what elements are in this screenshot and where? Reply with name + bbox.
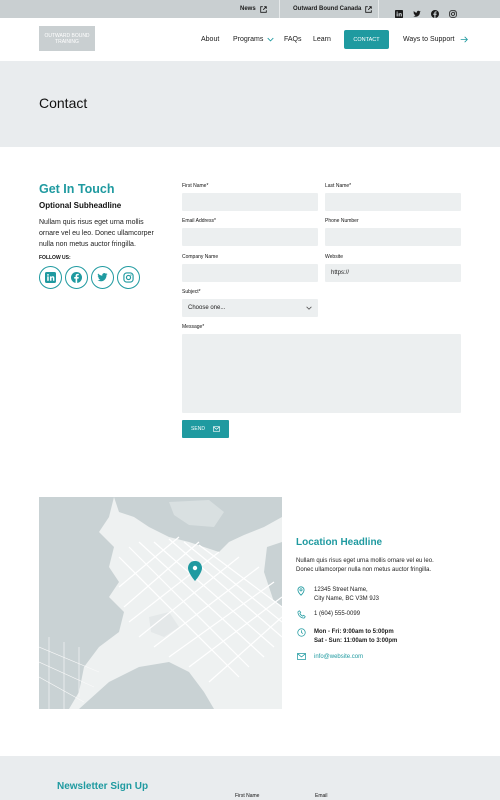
instagram-icon[interactable] xyxy=(117,266,140,289)
nav-ways-to-support[interactable] xyxy=(403,18,468,61)
nav-learn[interactable]: Learn xyxy=(313,36,331,43)
message-label: Message* xyxy=(182,324,205,330)
get-in-touch-heading: Get In Touch xyxy=(39,182,115,196)
send-label: SEND xyxy=(191,426,205,432)
obc-label: Outward Bound Canada xyxy=(293,6,362,12)
twitter-icon[interactable] xyxy=(413,5,421,13)
phone-label: Phone Number xyxy=(325,218,359,224)
nav-about[interactable]: About xyxy=(201,36,220,43)
nav-ways-label: Ways to Support xyxy=(403,36,455,43)
topbar-social-links xyxy=(395,0,457,18)
site-logo[interactable] xyxy=(39,26,95,51)
logo-text: OUTWARD BOUND TRAINING xyxy=(44,32,90,45)
email-row[interactable] xyxy=(296,653,363,662)
website-field-value: https:// xyxy=(331,270,350,276)
page-hero xyxy=(0,61,500,147)
newsletter-section xyxy=(0,756,500,800)
send-button[interactable] xyxy=(182,420,229,438)
newsletter-email-label: Email xyxy=(315,793,328,799)
website-field[interactable] xyxy=(325,264,461,282)
utility-bar xyxy=(0,0,500,18)
location-map[interactable] xyxy=(39,497,282,709)
external-link-icon xyxy=(260,6,267,13)
divider xyxy=(378,0,379,18)
facebook-icon[interactable] xyxy=(431,5,439,13)
address-row xyxy=(296,586,379,604)
hours-line2: Sat - Sun: 11:00am to 3:00pm xyxy=(314,638,398,644)
social-links xyxy=(39,266,140,289)
newsletter-first-name-label: First Name xyxy=(235,793,260,799)
linkedin-icon[interactable] xyxy=(395,5,403,13)
location-body: Nullam quis risus eget urna mollis ornare vel eu leo. Donec ullamcorper nulla non metus auctor fringilla. xyxy=(296,558,434,573)
contact-button[interactable]: CONTACT xyxy=(344,30,389,49)
nav-programs-label: Programs xyxy=(233,36,264,43)
hours-line1: Mon - Fri: 9:00am to 5:00pm xyxy=(314,629,394,635)
news-label: News xyxy=(240,6,256,12)
map-pin-icon xyxy=(297,586,305,596)
email-link: info@website.com xyxy=(314,654,364,660)
map-graphic xyxy=(39,497,282,709)
location-heading: Location Headline xyxy=(296,537,383,548)
phone-number: 1 (604) 555-0099 xyxy=(314,611,361,617)
phone-field[interactable] xyxy=(325,228,461,246)
get-in-touch-subheadline: Optional Subheadline xyxy=(39,201,122,210)
address-line1: 12345 Street Name, xyxy=(314,587,368,593)
divider xyxy=(279,0,280,18)
nav-faqs[interactable]: FAQs xyxy=(284,36,302,43)
chevron-down-icon xyxy=(267,37,274,42)
message-textarea[interactable] xyxy=(182,334,461,413)
last-name-label: Last Name* xyxy=(325,183,352,189)
instagram-icon[interactable] xyxy=(449,5,457,13)
first-name-field[interactable] xyxy=(182,193,318,211)
facebook-icon[interactable] xyxy=(65,266,88,289)
mail-icon xyxy=(297,653,306,660)
subject-select-value: Choose one... xyxy=(188,305,226,311)
arrow-right-icon xyxy=(460,36,468,43)
company-field[interactable] xyxy=(182,264,318,282)
linkedin-icon[interactable] xyxy=(39,266,62,289)
subject-select[interactable] xyxy=(182,299,318,317)
outward-bound-canada-link[interactable] xyxy=(293,0,372,18)
address-line2: City Name, BC V3M 9J3 xyxy=(314,596,380,602)
clock-icon xyxy=(297,628,306,637)
main-navigation xyxy=(0,18,500,61)
newsletter-heading: Newsletter Sign Up xyxy=(57,781,149,792)
hours-row xyxy=(296,628,397,646)
first-name-label: First Name* xyxy=(182,183,209,189)
email-field[interactable] xyxy=(182,228,318,246)
twitter-icon[interactable] xyxy=(91,266,114,289)
mail-icon xyxy=(213,426,220,432)
external-link-icon xyxy=(365,6,372,13)
subject-label: Subject* xyxy=(182,289,201,295)
follow-us-label: FOLLOW US: xyxy=(39,255,71,261)
email-label: Email Address* xyxy=(182,218,216,224)
phone-icon xyxy=(297,610,306,619)
nav-programs[interactable] xyxy=(233,18,274,61)
last-name-field[interactable] xyxy=(325,193,461,211)
website-label: Website xyxy=(325,254,343,260)
get-in-touch-body: Nullam quis risus eget urna mollis ornare vel eu leo. Donec ullamcorper nulla non metus auctor fringilla. xyxy=(39,219,154,248)
company-label: Company Name xyxy=(182,254,219,260)
phone-row[interactable] xyxy=(296,610,360,619)
page-title: Contact xyxy=(39,95,88,111)
chevron-down-icon xyxy=(306,306,312,310)
news-link[interactable] xyxy=(240,0,267,18)
